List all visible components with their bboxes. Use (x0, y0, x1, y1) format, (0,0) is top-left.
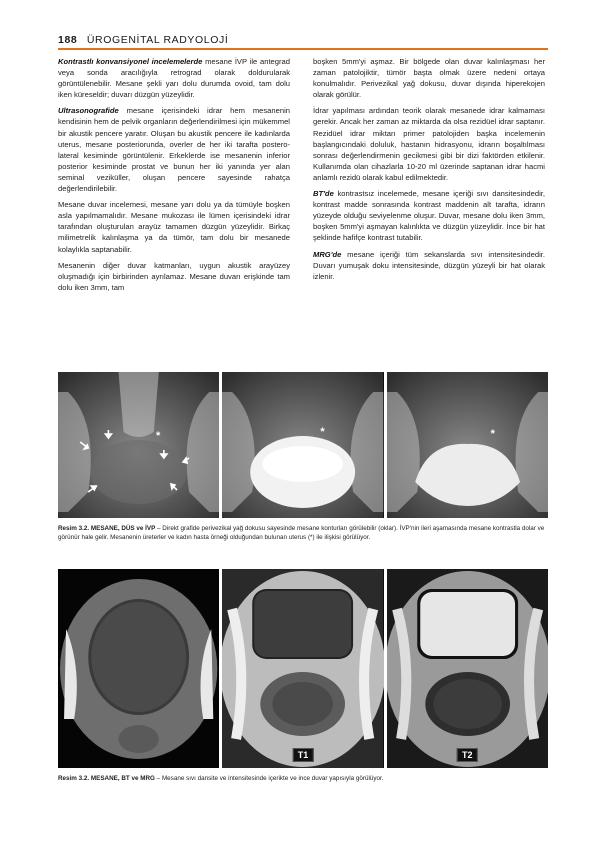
uterus-marker: * (320, 426, 325, 438)
left-column (58, 56, 290, 298)
page-number: 188 (58, 34, 78, 46)
paragraph: Mesanenin diğer duvar katmanları, uygun akustik arayüzey oluşmadığı için birbirinden ayrılamaz. Mesane duvarı erişkinde tam dolu iken 3mm, tam (58, 260, 290, 292)
running-header (58, 34, 548, 46)
book-title: ÜROGENİTAL RADYOLOJİ (86, 34, 229, 46)
paragraph: Kontrastlı konvansiyonel incelemelerde mesane İVP ile antegrad veya sonda aracılığıyla retrograd olarak doldurularak görüntülenebilir. Mesane şekli yarı dolu durumda ovoid, tam dolu iken küreseldir; duvarı düzgün yüzeylidir. (58, 57, 290, 100)
header-rule (58, 48, 548, 50)
t1-label: T1 (293, 748, 314, 762)
figure2-caption: Resim 3.2. MESANE, BT ve MRG – Mesane sıvı dansite ve intensitesinde içerikte ve ince duvar yapısıyla görülüyor. (58, 775, 384, 782)
right-column (313, 56, 545, 287)
paragraph: MRG'de mesane içeriği tüm sekanslarda sıvı intensitesindedir. Duvarı yumuşak doku intensitesinde, düzgün yüzeyli bir hat olarak izlenir. (313, 249, 545, 281)
paragraph: İdrar yapılması ardından teorik olarak mesanede idrar kalmaması gerekir. Ancak her zaman az miktarda da olsa rezidüel idrar saptanır. Rezidüel idrar miktarı primer patolojiden başka incelemenin başlangıcındaki doluluk, hastanın hidrasyonu, idrarın boşaltılması sonrası değerlendirmenin gecikmesi gibi bir dizi faktörden etkilenir. Kullanımda olan cihazlarla 10-20 ml üzerinde saptanan idrar hacmi anlamlı rezidü olarak kabul edilmektedir. (313, 106, 545, 182)
paragraph: Ultrasonografide mesane içerisindeki idrar hem mesanenin kendisinin hem de pelvik organların değerlendirilmesi için mükemmel bir akustik pencere yaratır. Oluşan bu akustik pencere ile kadınlarda uterus, mesane posteriorunda, overler de her iki tarafta postero-lateral kesiminde görüntülenir. Erkeklerde ise mesanenin inferior posterior kesiminde prostat ve bunun her iki yanında yer alan seminal veziküller, oluşan pencere sayesinde rahatça değerlendirilebilir. (58, 106, 290, 194)
xray-ivp-late (387, 372, 548, 518)
paragraph: Mesane duvar incelemesi, mesane yarı dolu ya da tümüyle boşken asla yapılmamalıdır. Mesane mukozası ile lümen içerisindeki idrar tarafından oluşturulan arayüz tamamen düzgün yüzeylidir. Birkaç milimetrelik kalınlaşma ya da tümör, tam dolu bir mesanede kolaylıkla saptanabilir. (58, 200, 290, 254)
paragraph: boşken 5mm'yi aşmaz. Bir bölgede olan duvar kalınlaşması her zaman patolojiktir, tümör başta olmak üzere nedeni ortaya konulmalıdır. Perivezikal yağ dokusu, duvar dışında hiperekojen olarak görülür. (313, 57, 545, 100)
figure-xray-row (58, 372, 548, 518)
figure-ct-mri-row (58, 569, 548, 768)
figure1-caption: Resim 3.2. MESANE, DÜS ve İVP – Direkt grafide perivezikal yağ dokusu sayesinde mesane konturları görülebilir (oklar). İVP'nin ileri aşamasında mesane kontrastla dolar ve görünür hale gelir. Mesanenin üreterler ve kadın hasta örneği olduğundan bulunan uterus (*) ile ilişkisi görülüyor. (58, 525, 545, 541)
mri-t2-image (387, 569, 548, 768)
mri-t1-image (222, 569, 383, 768)
xray-plain-film (58, 372, 219, 518)
uterus-marker: * (490, 428, 495, 440)
ct-axial-image (58, 569, 219, 768)
t2-label: T2 (457, 748, 478, 762)
uterus-marker: * (156, 430, 161, 442)
xray-ivp-early (222, 372, 383, 518)
paragraph: BT'de kontrastsız incelemede, mesane içeriği sıvı dansitesindedir, kontrast madde sonrasında kontrast maddenin alt tarafta, idrarın yüzeyde olduğu seviyelenme oluşur. Duvar, mesane dolu iken 3mm, boşken 5mm'yi aşmayan kalınlıkta ve düzgün yüzeylidir. İnce bir hat şeklinde hafifçe kontrast tutabilir. (313, 189, 545, 243)
